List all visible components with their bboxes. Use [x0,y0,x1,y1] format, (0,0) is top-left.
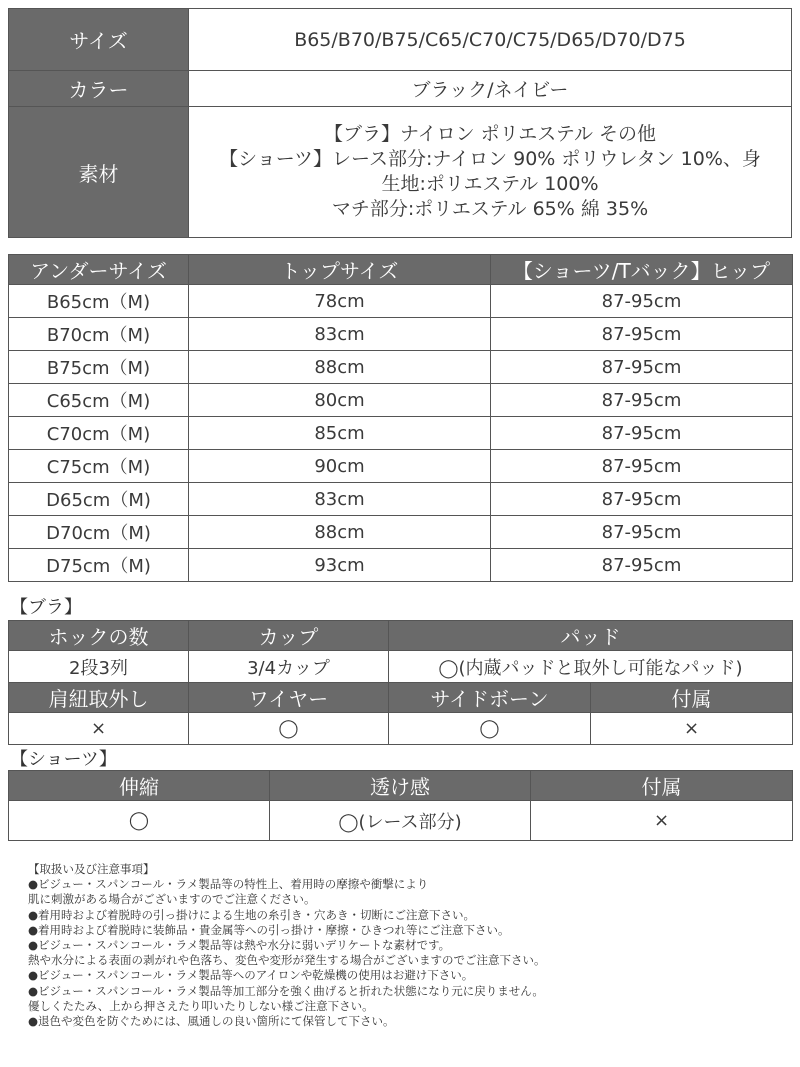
cell-hip: 87-95cm [491,384,793,417]
cell-under-size: C75cm（M) [9,450,189,483]
cell-top-size: 80cm [189,384,491,417]
header-wire: ワイヤー [189,683,389,713]
header-top-size: トップサイズ [189,255,491,285]
notes-line: ●ビジュー・スパンコール・ラメ製品等の特性上、着用時の摩擦や衝撃により [28,877,429,892]
notes-line: 肌に刺激がある場合がございますのでご注意ください。 [28,892,316,907]
cell-under-size: B70cm（M) [9,318,189,351]
header-stretch: 伸縮 [9,771,270,801]
cell-top-size: 78cm [189,285,491,318]
cell-under-size: D65cm（M) [9,483,189,516]
cell-hip: 87-95cm [491,483,793,516]
value-hooks: 2段3列 [9,651,189,683]
cell-hip: 87-95cm [491,549,793,582]
cell-hip: 87-95cm [491,351,793,384]
header-hooks: ホックの数 [9,621,189,651]
size-table-row [9,351,793,384]
value-stretch: ◯ [9,801,270,841]
spec-row-size [9,9,792,71]
header-cup: カップ [189,621,389,651]
size-table [8,254,793,582]
header-shorts-accessories: 付属 [531,771,793,801]
cell-under-size: B75cm（M) [9,351,189,384]
bra-table-1 [8,620,793,683]
cell-top-size: 88cm [189,351,491,384]
value-pad: ◯(内蔵パッドと取外し可能なパッド) [389,651,793,683]
spec-row-color [9,71,792,107]
notes-line: 熱や水分による表面の剥がれや色落ち、変色や変形が発生する場合がございますのでご注意下さい。 [28,953,546,968]
size-table-row [9,384,793,417]
size-table-row [9,417,793,450]
size-table-body [9,285,793,582]
spec-row-material [9,107,792,238]
notes-title: 【取扱い及び注意事項】 [28,862,155,876]
cell-under-size: C65cm（M) [9,384,189,417]
cell-top-size: 93cm [189,549,491,582]
notes-line: ●着用時および着脱時の引っ掛けによる生地の糸引き・穴あき・切断にご注意下さい。 [28,907,476,922]
spec-table [8,8,792,238]
value-strap-removable: × [9,713,189,745]
cell-hip: 87-95cm [491,318,793,351]
material-value [189,107,792,238]
header-pad: パッド [389,621,793,651]
care-notes [28,862,546,1029]
value-cup: 3/4カップ [189,651,389,683]
bra-table-1-values [9,651,793,683]
size-table-row [9,285,793,318]
header-under-size: アンダーサイズ [9,255,189,285]
material-line: 【ブラ】ナイロン ポリエステル その他 [323,123,657,145]
color-value: ブラック/ネイビー [189,71,792,107]
notes-line: ●ビジュー・スパンコール・ラメ製品等へのアイロンや乾燥機の使用はお避け下さい。 [28,968,474,983]
cell-under-size: C70cm（M) [9,417,189,450]
shorts-table [8,770,793,841]
material-line: 【ショーツ】レース部分:ナイロン 90% ポリウレタン 10%、身 [219,148,761,170]
notes-line: ●退色や変色を防ぐためには、風通しの良い箇所にて保管して下さい。 [28,1014,395,1029]
material-label: 素材 [9,107,189,238]
shorts-table-values [9,801,793,841]
color-label: カラー [9,71,189,107]
cell-hip: 87-95cm [491,417,793,450]
value-sheerness: ◯(レース部分) [270,801,531,841]
cell-top-size: 85cm [189,417,491,450]
value-accessories: × [591,713,793,745]
size-table-row [9,516,793,549]
bra-section-label: 【ブラ】 [10,597,82,618]
size-table-row [9,549,793,582]
shorts-table-header [9,771,793,801]
cell-top-size: 90cm [189,450,491,483]
bra-table-2-values [9,713,793,745]
cell-hip: 87-95cm [491,285,793,318]
cell-hip: 87-95cm [491,516,793,549]
header-strap-removable: 肩紐取外し [9,683,189,713]
size-table-row [9,450,793,483]
value-wire: ◯ [189,713,389,745]
size-table-header [9,255,793,285]
notes-line: ●ビジュー・スパンコール・ラメ製品等加工部分を強く曲げると折れた状態になり元に戻りません。 [28,983,544,998]
bra-table-1-header [9,621,793,651]
cell-top-size: 83cm [189,318,491,351]
value-side-bone: ◯ [389,713,591,745]
notes-line: ●ビジュー・スパンコール・ラメ製品等は熱や水分に弱いデリケートな素材です。 [28,938,451,953]
value-shorts-accessories: × [531,801,793,841]
cell-top-size: 88cm [189,516,491,549]
size-table-row [9,318,793,351]
size-label: サイズ [9,9,189,71]
header-hip: 【ショーツ/Tバック】ヒップ [491,255,793,285]
size-table-row [9,483,793,516]
notes-line: 優しくたたみ、上から押さえたり叩いたりしない様ご注意下さい。 [28,998,374,1013]
header-accessories: 付属 [591,683,793,713]
cell-under-size: D75cm（M) [9,549,189,582]
material-line: マチ部分:ポリエステル 65% 綿 35% [331,198,649,220]
cell-top-size: 83cm [189,483,491,516]
shorts-section-label: 【ショーツ】 [10,749,117,770]
size-value: B65/B70/B75/C65/C70/C75/D65/D70/D75 [189,9,792,71]
header-sheerness: 透け感 [270,771,531,801]
bra-table-2-header [9,683,793,713]
bra-table-2 [8,682,793,745]
header-side-bone: サイドボーン [389,683,591,713]
cell-under-size: D70cm（M) [9,516,189,549]
cell-under-size: B65cm（M) [9,285,189,318]
cell-hip: 87-95cm [491,450,793,483]
material-line: 生地:ポリエステル 100% [381,173,599,195]
notes-line: ●着用時および着脱時に装飾品・貴金属等への引っ掛け・摩擦・ひきつれ等にご注意下さい。 [28,922,510,937]
